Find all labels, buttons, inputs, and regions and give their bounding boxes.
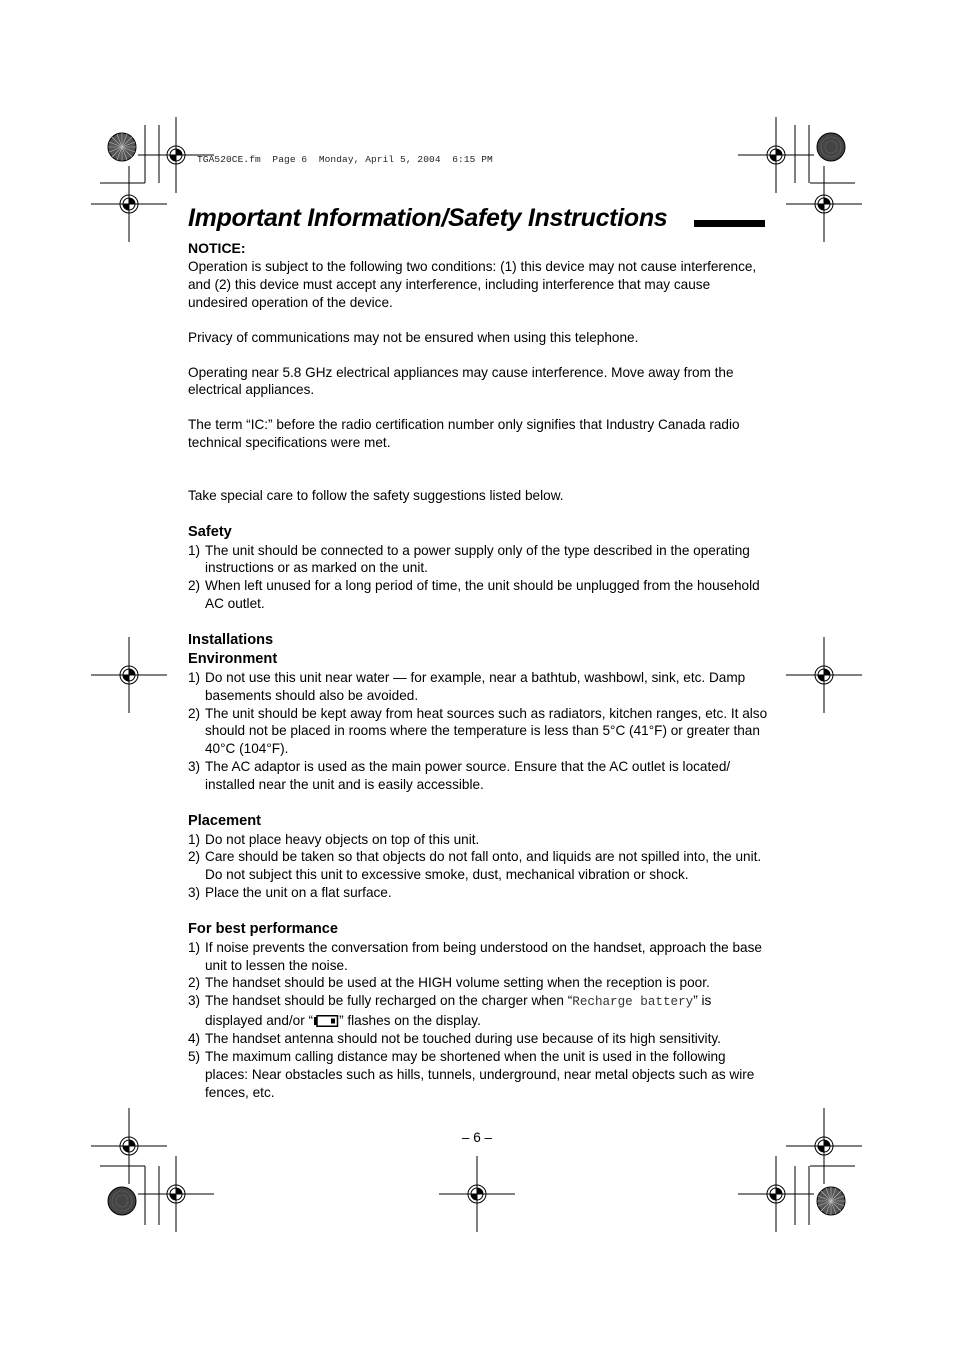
safety-list [188,542,768,614]
notice-heading: NOTICE: [188,240,246,256]
list-item: 1) Do not place heavy objects on top of this unit. [188,831,480,847]
installations-heading: Installations [188,631,274,648]
list-item: 2) When left unused for a long period of time, the unit should be unplugged from the household AC outlet. [188,578,760,612]
list-item: 4) The handset antenna should not be touched during use because of its high sensitivity. [188,1031,721,1047]
list-item: 3) The handset should be fully recharged on the charger when “Recharge battery” is displayed and/or “ ” flashes on the display. [188,993,712,1029]
list-item: 2) Care should be taken so that objects do not fall onto, and liquids are not spilled into, the unit. Do not subject this unit to excessive smoke, dust, mechanical vibration or shock. [188,849,762,883]
notice-paragraph: The term “IC:” before the radio certification number only signifies that Industry Canada radio technical specifications were met. [188,417,740,451]
list-item: 2) The handset should be used at the HIGH volume setting when the reception is poor. [188,975,710,991]
main-content [188,240,768,1102]
notice-paragraph: Operating near 5.8 GHz electrical appliances may cause interference. Move away from the electrical appliances. [188,364,734,398]
notice-paragraph: Privacy of communications may not be ensured when using this telephone. [188,329,639,345]
page-number: – 6 – [461,1130,493,1145]
title-rule [694,220,765,227]
safety-heading: Safety [188,523,232,540]
intro-text: Take special care to follow the safety suggestions listed below. [188,488,564,504]
performance-list [188,939,768,1102]
battery-empty-icon [313,1015,339,1027]
placement-heading: Placement [188,812,262,829]
list-item: 3) Place the unit on a flat surface. [188,885,392,901]
notice-paragraph: Operation is subject to the following two conditions: (1) this device may not cause interference, and (2) this device must accept any interference, including interference that may cause undesired operation of the device. [188,258,757,310]
page-title: Important Information/Safety Instructions [188,204,668,232]
page-title-block [188,204,768,240]
list-item: 5) The maximum calling distance may be shortened when the unit is used in the following places: Near obstacles such as hills, tunnels, underground, near metal objects such as wire fences, etc. [188,1049,755,1100]
display-message: Recharge battery [572,995,694,1010]
environment-list [188,669,768,794]
placement-list [188,831,768,903]
list-item: 1) Do not use this unit near water — for example, near a bathtub, washbowl, sink, etc. Damp basements should also be avoided. [188,669,746,703]
file-info-header: TGA520CE.fm Page 6 Monday, April 5, 2004 6:15 PM [197,154,493,165]
list-item: 2) The unit should be kept away from heat sources such as radiators, kitchen ranges, etc. It also should not be placed in rooms where the temperature is less than 5°C (41°F) or greater than 40°C (104°F). [188,705,768,757]
performance-heading: For best performance [188,920,339,937]
list-item: 3) The AC adaptor is used as the main power source. Ensure that the AC outlet is located/ installed near the unit and is easily accessible. [188,759,731,793]
list-item: 1) The unit should be connected to a power supply only of the type described in the operating instructions or as marked on the unit. [188,542,750,576]
environment-subheading: Environment [188,650,278,667]
list-item: 1) If noise prevents the conversation from being understood on the handset, approach the base unit to lessen the noise. [188,939,762,973]
